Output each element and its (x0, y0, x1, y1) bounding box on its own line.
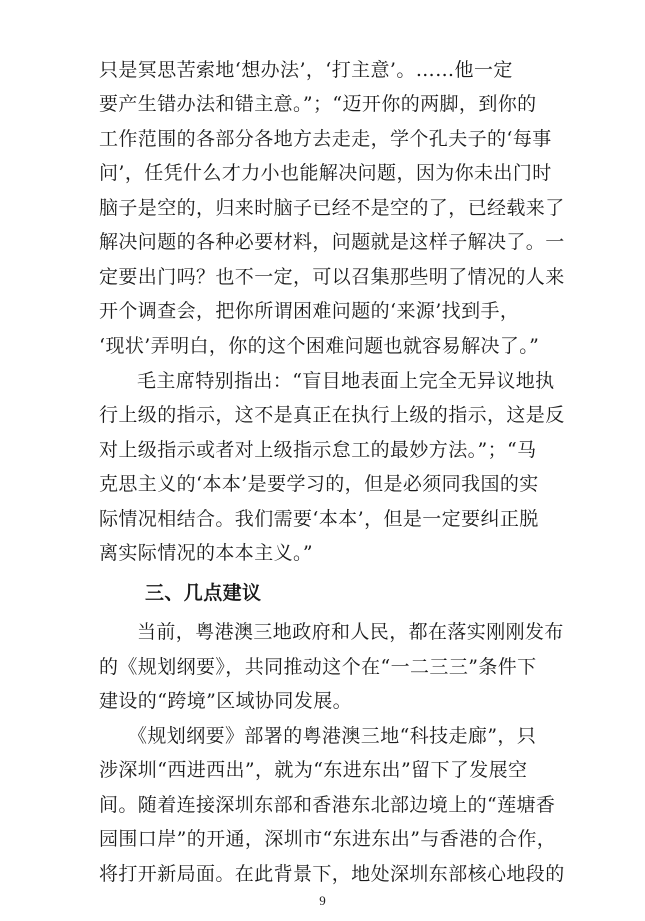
text-line: 解决问题的各种必要材料，问题就是这样子解决了。一 (99, 231, 565, 253)
text-line: 涉深圳“西进西出”，就为“东进东出”留下了发展空 (99, 759, 528, 781)
text-line: 间。随着连接深圳东部和香港东北部边境上的“莲塘香 (99, 794, 556, 816)
text-line: 将打开新局面。在此背景下，地处深圳东部核心地段的 (99, 863, 565, 885)
text-line: 定要出门吗？也不一定，可以召集那些明了情况的人来 (99, 266, 565, 288)
text-line: 当前，粤港澳三地政府和人民，都在落实刚刚发布 (137, 621, 564, 643)
text-line: 的《规划纲要》，共同推动这个在“一二三三”条件下 (99, 656, 537, 678)
text-line: ‘现状’弄明白，你的这个困难问题也就容易解决了。” (99, 335, 540, 357)
section-heading: 三、几点建议 (145, 582, 262, 604)
text-line: 对上级指示或者对上级指示怠工的最妙方法。”；“马 (99, 439, 537, 461)
text-line: 毛主席特别指出：“盲目地表面上完全无异议地执 (137, 370, 555, 392)
text-line: 工作范围的各部分各地方去走走，学个孔夫子的‘每事 (99, 128, 552, 150)
text-line: 离实际情况的本本主义。” (99, 542, 314, 564)
text-line: 问’，任凭什么才力小也能解决问题，因为你未出门时 (99, 162, 552, 184)
text-line: 开个调查会，把你所谓困难问题的‘来源’找到手， (99, 300, 520, 322)
page-number: 9 (319, 893, 326, 908)
text-line: 建设的“跨境”区域协同发展。 (99, 690, 353, 712)
text-line: 《规划纲要》部署的粤港澳三地“科技走廊”，只 (128, 725, 537, 747)
text-line: 要产生错办法和错主意。”；“迈开你的两脚，到你的 (99, 93, 537, 115)
text-line: 脑子是空的，归来时脑子已经不是空的了，已经载来了 (99, 197, 565, 219)
text-line: 行上级的指示，这不是真正在执行上级的指示，这是反 (99, 404, 565, 426)
text-line: 只是冥思苦索地‘想办法’，‘打主意’。……他一定 (99, 59, 513, 81)
text-line: 克思主义的‘本本’是要学习的，但是必须同我国的实 (99, 473, 539, 495)
text-line: 际情况相结合。我们需要‘本本’，但是一定要纠正脱 (99, 508, 539, 530)
text-line: 园围口岸”的开通，深圳市“东进东出”与香港的合作， (99, 828, 557, 850)
